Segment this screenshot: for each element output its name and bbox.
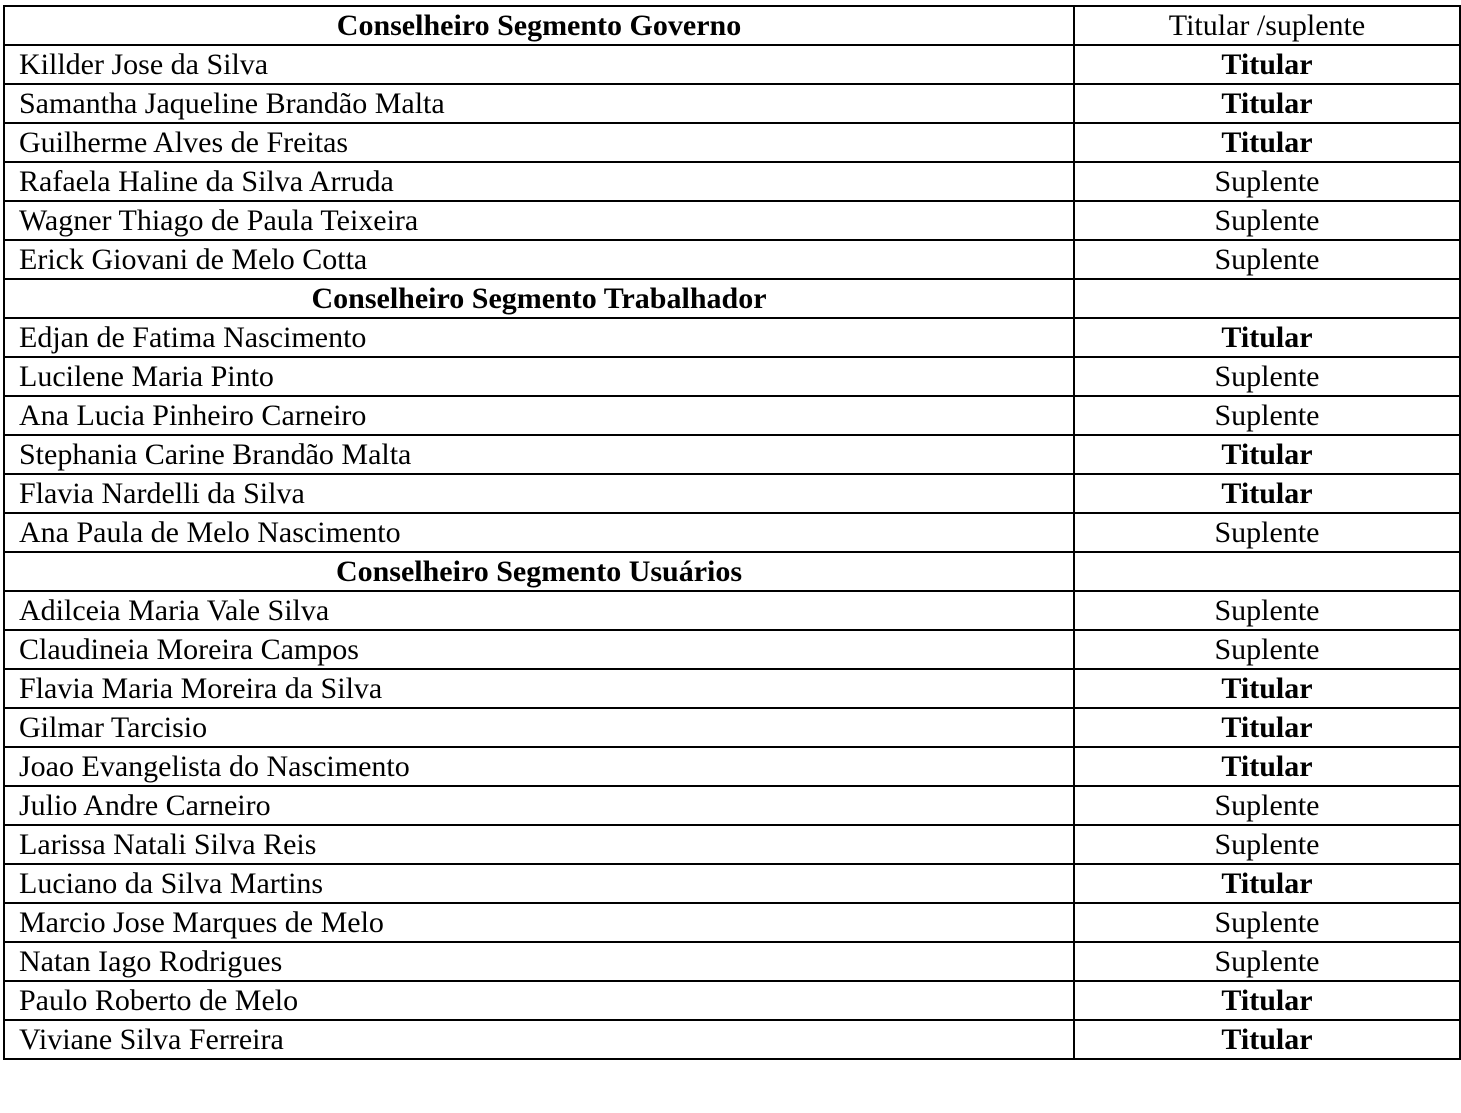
- member-role: Titular: [1074, 435, 1460, 474]
- table-row: [4, 825, 1460, 864]
- member-name: Guilherme Alves de Freitas: [4, 123, 1074, 162]
- table-row: [4, 240, 1460, 279]
- member-role: Suplente: [1074, 513, 1460, 552]
- role-column-header: Titular /suplente: [1074, 6, 1460, 45]
- empty-cell: [1074, 279, 1460, 318]
- member-role: Titular: [1074, 981, 1460, 1020]
- member-name: Gilmar Tarcisio: [4, 708, 1074, 747]
- empty-cell: [1074, 552, 1460, 591]
- member-role: Titular: [1074, 708, 1460, 747]
- table-row: [4, 318, 1460, 357]
- member-role: Titular: [1074, 864, 1460, 903]
- member-name: Larissa Natali Silva Reis: [4, 825, 1074, 864]
- member-name: Joao Evangelista do Nascimento: [4, 747, 1074, 786]
- member-role: Suplente: [1074, 825, 1460, 864]
- member-role: Suplente: [1074, 786, 1460, 825]
- table-row: [4, 708, 1460, 747]
- member-role: Suplente: [1074, 591, 1460, 630]
- member-name: Edjan de Fatima Nascimento: [4, 318, 1074, 357]
- member-role: Suplente: [1074, 201, 1460, 240]
- member-role: Titular: [1074, 84, 1460, 123]
- member-role: Suplente: [1074, 903, 1460, 942]
- table-row: [4, 981, 1460, 1020]
- table-row: [4, 162, 1460, 201]
- table-row: [4, 747, 1460, 786]
- usuarios-rows: [4, 591, 1460, 1059]
- member-role: Titular: [1074, 669, 1460, 708]
- member-role: Suplente: [1074, 240, 1460, 279]
- member-name: Natan Iago Rodrigues: [4, 942, 1074, 981]
- member-role: Titular: [1074, 747, 1460, 786]
- table-row: [4, 45, 1460, 84]
- member-name: Ana Lucia Pinheiro Carneiro: [4, 396, 1074, 435]
- table-row: [4, 591, 1460, 630]
- table-row: [4, 942, 1460, 981]
- member-role: Titular: [1074, 45, 1460, 84]
- member-name: Luciano da Silva Martins: [4, 864, 1074, 903]
- member-name: Wagner Thiago de Paula Teixeira: [4, 201, 1074, 240]
- member-name: Claudineia Moreira Campos: [4, 630, 1074, 669]
- section-row: [4, 279, 1460, 318]
- table-row: [4, 474, 1460, 513]
- member-name: Flavia Maria Moreira da Silva: [4, 669, 1074, 708]
- council-members-table: [3, 5, 1461, 1060]
- segment-trabalhador-header: Conselheiro Segmento Trabalhador: [4, 279, 1074, 318]
- table-row: [4, 903, 1460, 942]
- table-row: [4, 630, 1460, 669]
- member-name: Stephania Carine Brandão Malta: [4, 435, 1074, 474]
- member-name: Julio Andre Carneiro: [4, 786, 1074, 825]
- trabalhador-section: [4, 279, 1460, 318]
- table-header-row: [4, 6, 1460, 45]
- table-row: [4, 786, 1460, 825]
- member-name: Samantha Jaqueline Brandão Malta: [4, 84, 1074, 123]
- member-name: Marcio Jose Marques de Melo: [4, 903, 1074, 942]
- usuarios-section: [4, 552, 1460, 591]
- table-row: [4, 669, 1460, 708]
- member-role: Suplente: [1074, 357, 1460, 396]
- section-row: [4, 552, 1460, 591]
- table-row: [4, 435, 1460, 474]
- member-role: Suplente: [1074, 630, 1460, 669]
- member-role: Titular: [1074, 474, 1460, 513]
- member-role: Suplente: [1074, 396, 1460, 435]
- member-name: Flavia Nardelli da Silva: [4, 474, 1074, 513]
- table-row: [4, 84, 1460, 123]
- trabalhador-rows: [4, 318, 1460, 552]
- member-role: Suplente: [1074, 942, 1460, 981]
- member-name: Ana Paula de Melo Nascimento: [4, 513, 1074, 552]
- member-name: Erick Giovani de Melo Cotta: [4, 240, 1074, 279]
- table-row: [4, 1020, 1460, 1059]
- member-role: Titular: [1074, 1020, 1460, 1059]
- segment-usuarios-header: Conselheiro Segmento Usuários: [4, 552, 1074, 591]
- member-role: Suplente: [1074, 162, 1460, 201]
- table-row: [4, 864, 1460, 903]
- table-row: [4, 201, 1460, 240]
- segment-governo-header: Conselheiro Segmento Governo: [4, 6, 1074, 45]
- member-name: Lucilene Maria Pinto: [4, 357, 1074, 396]
- member-role: Titular: [1074, 318, 1460, 357]
- table-row: [4, 513, 1460, 552]
- member-name: Viviane Silva Ferreira: [4, 1020, 1074, 1059]
- table-row: [4, 123, 1460, 162]
- member-name: Adilceia Maria Vale Silva: [4, 591, 1074, 630]
- table-row: [4, 357, 1460, 396]
- member-name: Killder Jose da Silva: [4, 45, 1074, 84]
- member-name: Paulo Roberto de Melo: [4, 981, 1074, 1020]
- governo-rows: [4, 45, 1460, 279]
- table-row: [4, 396, 1460, 435]
- member-role: Titular: [1074, 123, 1460, 162]
- member-name: Rafaela Haline da Silva Arruda: [4, 162, 1074, 201]
